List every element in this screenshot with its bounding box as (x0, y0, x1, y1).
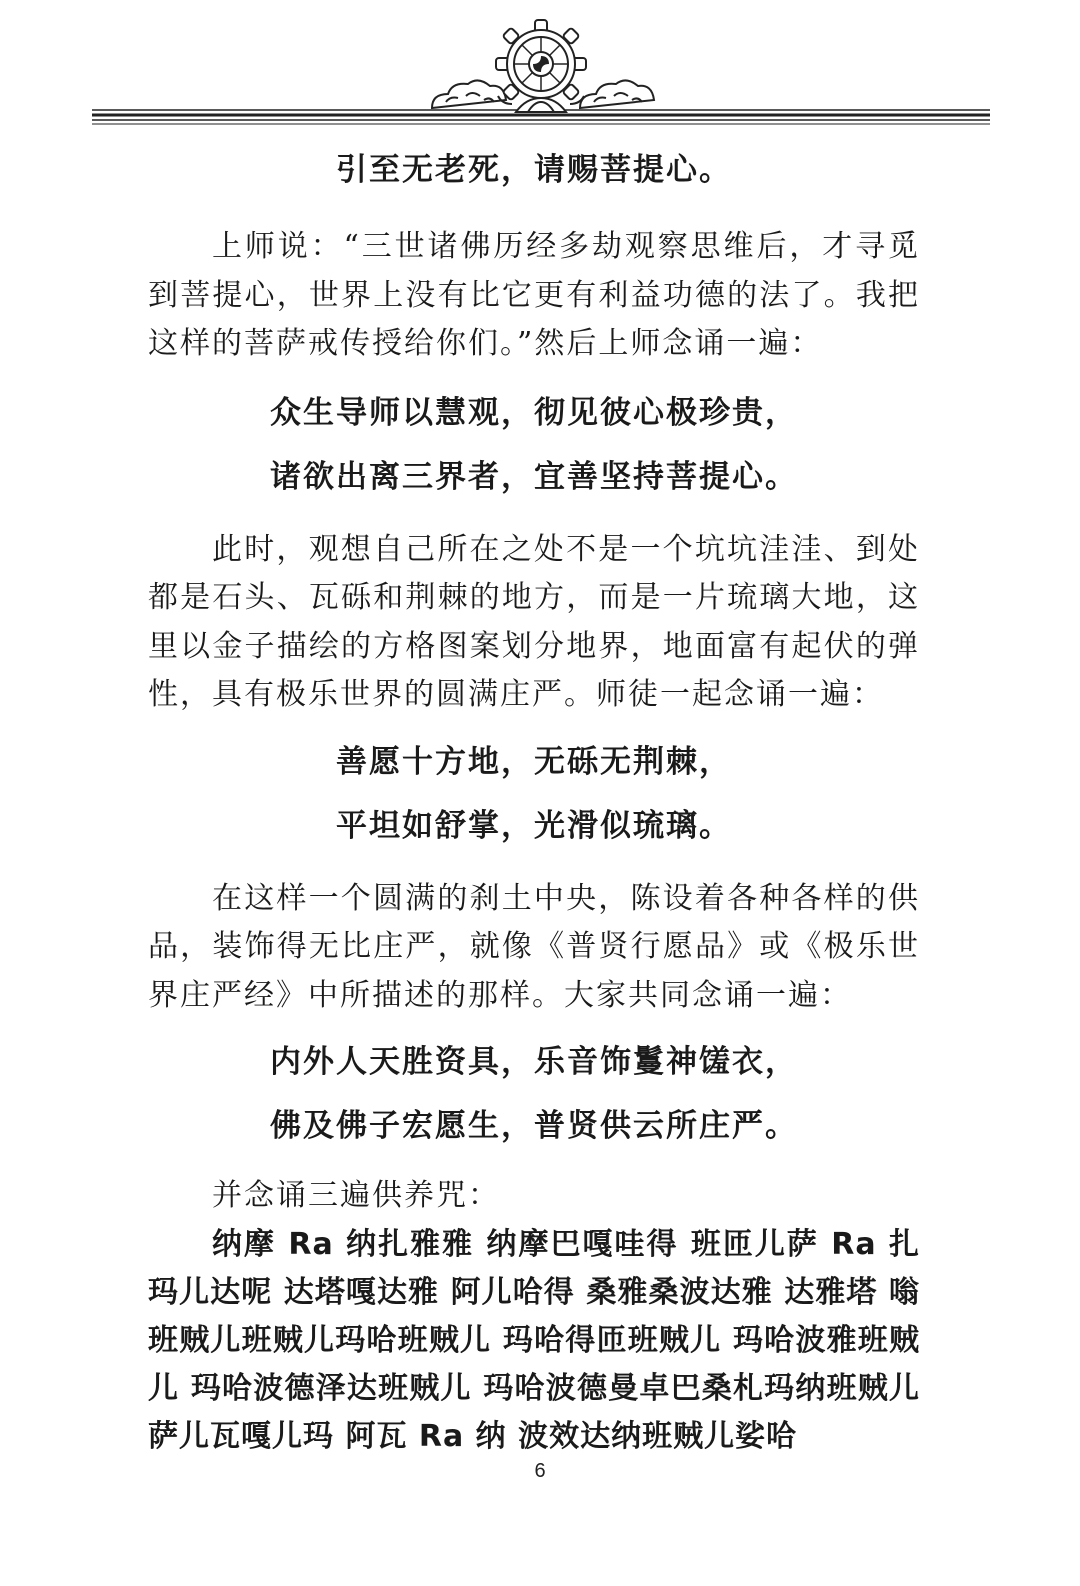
paragraph: 在这样一个圆满的刹土中央，陈设着各种各样的供品，装饰得无比庄严，就像《普贤行愿品》或《极乐世界庄严经》中所描述的那样。大家共同念诵一遍： (148, 880, 920, 1013)
page-header (0, 0, 1080, 135)
paragraph: 上师说：“三世诸佛历经多劫观察思维后，才寻觅到菩提心，世界上没有比它更有利益功德的法了。我把这样的菩萨戒传授给你们。”然后上师念诵一遍： (148, 229, 920, 361)
verse-line: 平坦如舒掌，光滑似琉璃。 (336, 807, 732, 844)
verse-line: 诸欲出离三界者，宜善坚持菩提心。 (270, 458, 798, 495)
dharma-wheel-icon (0, 0, 1080, 135)
verse-line: 众生导师以慧观，彻见彼心极珍贵， (270, 394, 798, 431)
page-number: 6 (534, 1460, 546, 1482)
page-content (148, 150, 920, 1461)
paragraph: 此时，观想自己所在之处不是一个坑坑洼洼、到处都是石头、瓦砾和荆棘的地方，而是一片琉璃大地，这里以金子描绘的方格图案划分地界，地面富有起伏的弹性，具有极乐世界的圆满庄严。师徒一起念诵一遍： (148, 531, 920, 712)
verse-line: 善愿十方地，无砾无荆棘， (336, 743, 732, 780)
verse-line: 佛及佛子宏愿生，普贤供云所庄严。 (270, 1108, 798, 1144)
verse-line: 内外人天胜资具，乐音饰鬘神馐衣， (270, 1044, 798, 1080)
verse-line: 引至无老死，请赐菩提心。 (336, 152, 732, 188)
paragraph: 并念诵三遍供养咒： (212, 1178, 500, 1213)
mantra-text: 纳摩 Ra 纳扎雅雅 纳摩巴嘎哇得 班匝儿萨 Ra 扎玛儿达呢 达塔嘎达雅 阿儿哈得 桑雅桑波达雅 达雅塔 嗡班贼儿班贼儿玛哈班贼儿 玛哈得匝班贼儿 玛哈波雅班贼儿 玛哈波德泽达班贼儿 玛哈波德曼卓巴桑札玛纳班贼儿 萨儿瓦嘎儿玛 阿瓦 Ra 纳 波效达纳班贼儿娑哈 (148, 1226, 920, 1454)
